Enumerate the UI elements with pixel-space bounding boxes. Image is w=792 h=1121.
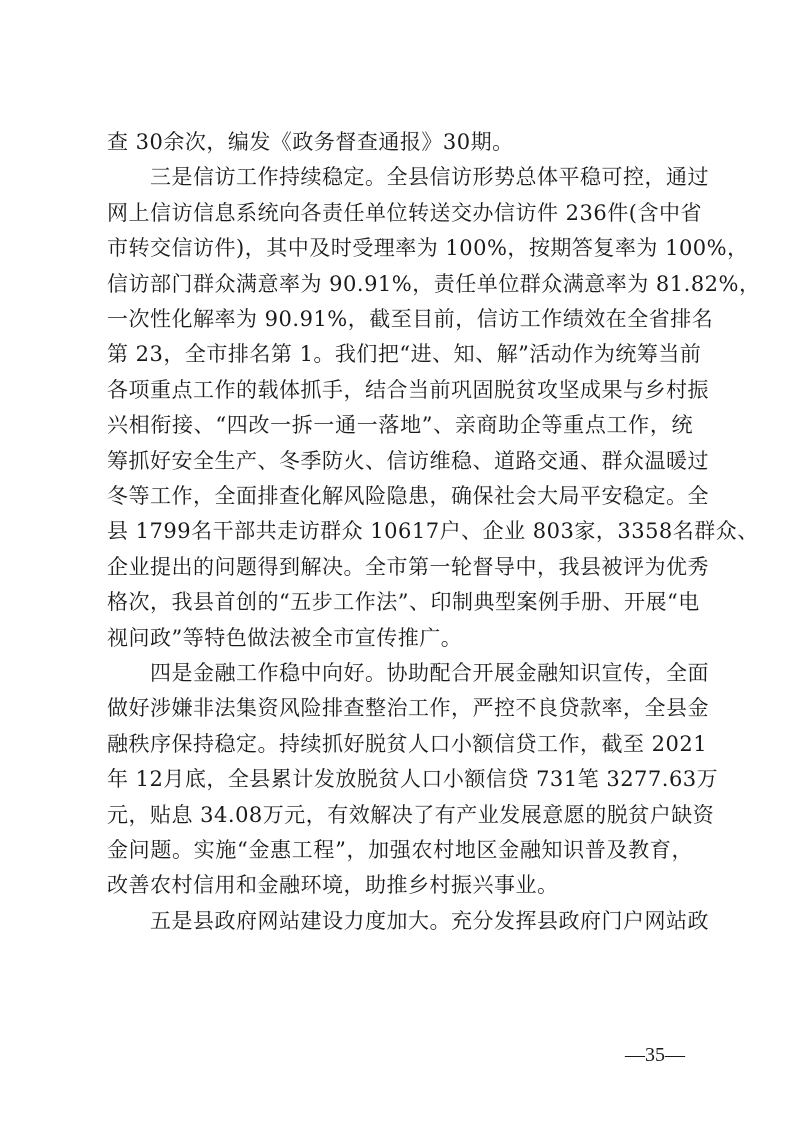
paragraph-heading-line: 五是县政府网站建设力度加大。充分发挥县政府门户网站政 (150, 909, 709, 933)
text-line: 县 1799名干部共走访群众 10617户、企业 803家，3358名群众、 (107, 519, 759, 543)
text-line: 网上信访信息系统向各责任单位转送交办信访件 236件(含中省 (107, 201, 702, 225)
text-line: 查 30余次，编发《政务督查通报》30期。 (107, 130, 514, 154)
text-line: 第 23，全市排名第 1。我们把“进、知、解”活动作为统筹当前 (107, 342, 702, 366)
text-line: 一次性化解率为 90.91%，截至目前，信访工作绩效在全省排名 (107, 307, 714, 331)
text-line: 企业提出的问题得到解决。全市第一轮督导中，我县被评为优秀 (107, 555, 709, 579)
text-line: 做好涉嫌非法集资风险排查整治工作，严控不良贷款率，全县金 (107, 696, 709, 720)
text-line: 信访部门群众满意率为 90.91%，责任单位群众满意率为 81.82%， (107, 272, 761, 296)
text-line: 金问题。实施“金惠工程”，加强农村地区金融知识普及教育， (107, 838, 693, 862)
text-line: 筹抓好安全生产、冬季防火、信访维稳、道路交通、群众温暖过 (107, 449, 709, 473)
text-line: 市转交信访件)，其中及时受理率为 100%，按期答复率为 100%， (107, 236, 749, 260)
text-line: 融秩序保持稳定。持续抓好脱贫人口小额信贷工作，截至 2021 (107, 732, 708, 756)
text-line: 格次，我县首创的“五步工作法”、印制典型案例手册、开展“电 (107, 590, 700, 614)
page-number: —35— (625, 1044, 685, 1066)
text-line: 视问政”等特色做法被全市宣传推广。 (107, 626, 463, 650)
text-line: 元，贴息 34.08万元，有效解决了有产业发展意愿的脱贫户缺资 (107, 803, 715, 827)
text-line: 各项重点工作的载体抓手，结合当前巩固脱贫攻坚成果与乡村振 (107, 378, 709, 402)
text-line: 冬等工作，全面排查化解风险隐患，确保社会大局平安稳定。全 (107, 484, 709, 508)
text-line: 兴相衔接、“四改一拆一通一落地”、亲商助企等重点工作，统 (107, 413, 693, 437)
paragraph-heading-line: 四是金融工作稳中向好。协助配合开展金融知识宣传，全面 (150, 661, 709, 685)
text-line: 年 12月底，全县累计发放脱贫人口小额信贷 731笔 3277.63万 (107, 767, 719, 791)
paragraph-heading-line: 三是信访工作持续稳定。全县信访形势总体平稳可控，通过 (150, 165, 709, 189)
text-line: 改善农村信用和金融环境，助推乡村振兴事业。 (107, 873, 559, 897)
